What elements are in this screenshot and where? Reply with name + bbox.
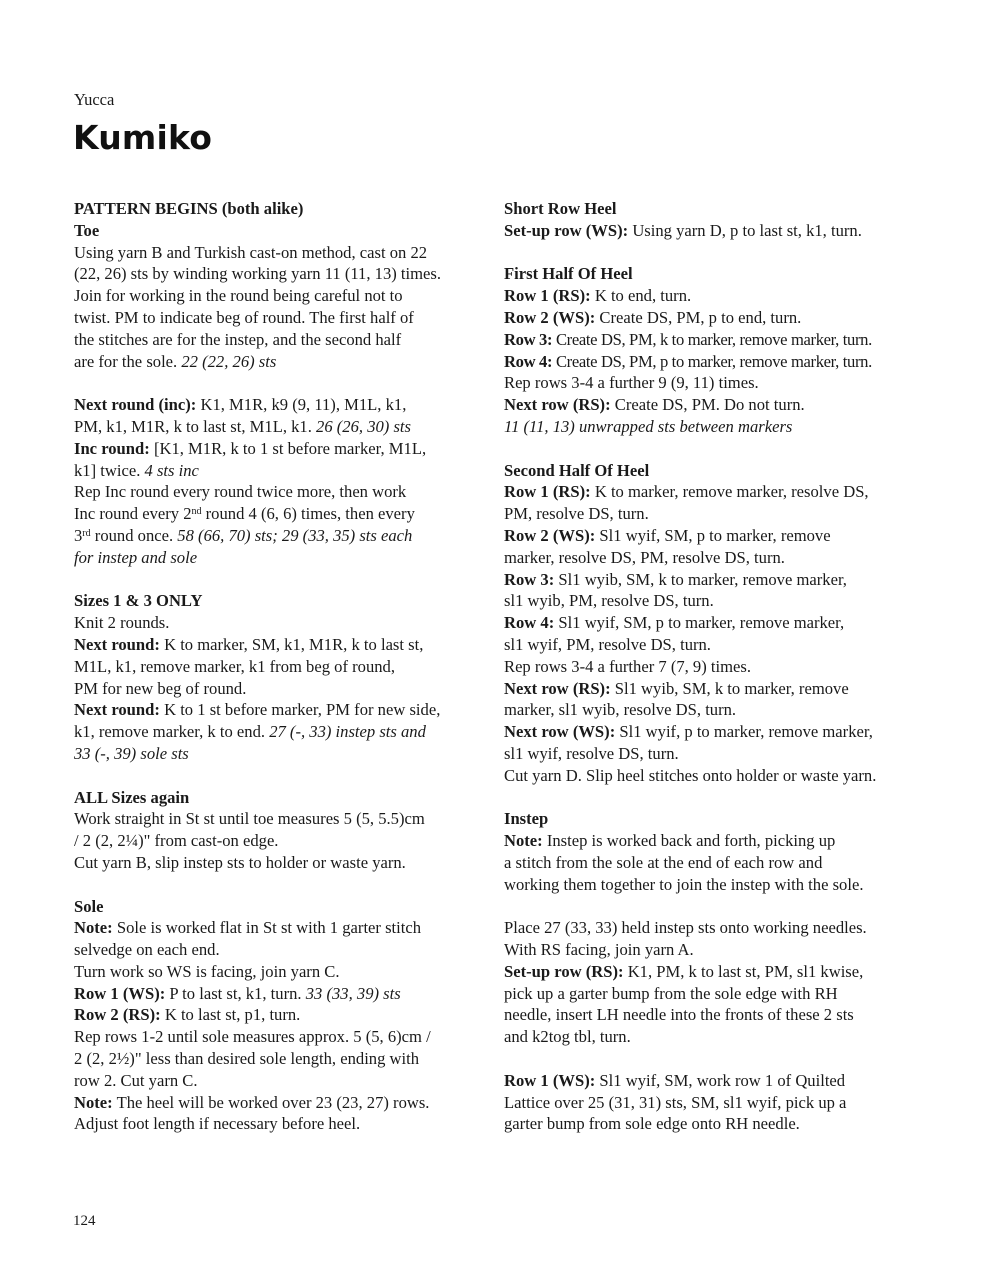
next-round-cont: k1, remove marker, k to end. 27 (-, 33) instep sts and — [74, 722, 426, 742]
first-half-heading: First Half Of Heel — [504, 264, 633, 284]
toe-line: are for the sole. 22 (22, 26) sts — [74, 351, 277, 371]
next-round-cont: M1L, k1, remove marker, k1 from beg of round, — [74, 656, 395, 676]
pattern-begins-heading: PATTERN BEGINS (both alike) — [74, 199, 304, 218]
rep-line: Inc round every 2nd round 4 (6, 6) times, then every — [74, 504, 415, 524]
first-half-row-4: Row 4: Create DS, PM, p to marker, remove marker, turn. — [504, 351, 872, 371]
second-half-next-row-rs: Next row (RS): Sl1 wyib, SM, k to marker, remove — [504, 678, 849, 698]
rep-line: Rep Inc round every round twice more, then work — [74, 482, 407, 502]
second-half-row-3-cont: sl1 wyib, PM, resolve DS, turn. — [504, 591, 714, 611]
toe-line: the stitches are for the instep, and the second half — [74, 329, 402, 349]
sole-note-heel: Note: The heel will be worked over 23 (23, 27) rows. — [74, 1092, 430, 1112]
instep-row-1-cont: garter bump from sole edge onto RH needle. — [504, 1114, 800, 1134]
instep-place: Place 27 (33, 33) held instep sts onto working needles. — [504, 918, 867, 938]
instep-setup-row: Set-up row (RS): K1, PM, k to last st, PM, sl1 kwise, — [504, 961, 864, 981]
instep-note: Note: Instep is worked back and forth, picking up — [504, 831, 836, 851]
sole-note: Note: Sole is worked flat in St st with 1 garter stitch — [74, 918, 422, 938]
second-half-next-row-ws: Next row (WS): Sl1 wyif, p to marker, remove marker, — [504, 722, 873, 742]
right-column — [504, 198, 914, 1135]
toe-line: Using yarn B and Turkish cast-on method, cast on 22 — [74, 242, 428, 262]
next-round-inc: Next round (inc): K1, M1R, k9 (9, 11), M1L, k1, — [74, 395, 407, 415]
sole-note-cont: selvedge on each end. — [74, 940, 220, 960]
short-row-heel-heading: Short Row Heel — [504, 199, 617, 218]
left-column — [74, 198, 479, 1135]
all-sizes-heading: ALL Sizes again — [74, 787, 190, 807]
second-half-row-1: Row 1 (RS): K to marker, remove marker, resolve DS, — [504, 482, 869, 502]
sole-heading: Sole — [74, 896, 104, 916]
instep-setup-row-cont: pick up a garter bump from the sole edge with RH — [504, 983, 838, 1003]
first-half-rep: Rep rows 3-4 a further 9 (9, 11) times. — [504, 373, 759, 393]
sole-row-1: Row 1 (WS): P to last st, k1, turn. 33 (33, 39) sts — [74, 983, 401, 1003]
toe-line: Join for working in the round being careful not to — [74, 286, 403, 306]
first-half-row-1: Row 1 (RS): K to end, turn. — [504, 286, 692, 306]
instep-heading: Instep — [504, 809, 549, 829]
sole-rep: 2 (2, 2½)" less than desired sole length, ending with — [74, 1049, 420, 1069]
sole-row-2: Row 2 (RS): K to last st, p1, turn. — [74, 1005, 301, 1025]
sizes-1-3-heading: Sizes 1 & 3 ONLY — [74, 591, 203, 611]
instep-setup-row-cont: and k2tog tbl, turn. — [504, 1027, 631, 1047]
inc-round-cont: k1] twice. 4 sts inc — [74, 460, 199, 480]
second-half-row-4-cont: sl1 wyif, PM, resolve DS, turn. — [504, 634, 711, 654]
knit-line: Knit 2 rounds. — [74, 613, 170, 633]
next-round-cont: 33 (-, 39) sole sts — [74, 743, 189, 763]
toe-line: twist. PM to indicate beg of round. The first half of — [74, 307, 414, 327]
section-kicker: Yucca — [74, 90, 115, 109]
second-half-row-1-cont: PM, resolve DS, turn. — [504, 504, 649, 524]
instep-row-1-cont: Lattice over 25 (31, 31) sts, SM, sl1 wyif, pick up a — [504, 1092, 847, 1112]
rep-line: for instep and sole — [74, 547, 198, 567]
sole-rep: Rep rows 1-2 until sole measures approx. 5 (5, 6)cm / — [74, 1027, 431, 1047]
sole-turn: Turn work so WS is facing, join yarn C. — [74, 961, 340, 981]
first-half-result: 11 (11, 13) unwrapped sts between markers — [504, 416, 793, 436]
second-half-heading: Second Half Of Heel — [504, 460, 650, 480]
inc-round: Inc round: [K1, M1R, k to 1 st before marker, M1L, — [74, 438, 427, 458]
second-half-cut: Cut yarn D. Slip heel stitches onto holder or waste yarn. — [504, 765, 877, 785]
all-sizes-line: / 2 (2, 2¼)" from cast-on edge. — [74, 831, 279, 851]
next-round: Next round: K to 1 st before marker, PM for new side, — [74, 700, 441, 720]
toe-heading: Toe — [74, 220, 100, 240]
all-sizes-line: Work straight in St st until toe measures 5 (5, 5.5)cm — [74, 809, 425, 829]
second-half-next-row-ws-cont: sl1 wyif, resolve DS, turn. — [504, 743, 679, 763]
second-half-row-4: Row 4: Sl1 wyif, SM, p to marker, remove marker, — [504, 613, 845, 633]
page-number: 124 — [73, 1213, 96, 1229]
toe-line: (22, 26) sts by winding working yarn 11 (11, 13) times. — [74, 264, 442, 284]
instep-note-cont: working them together to join the instep with the sole. — [504, 874, 864, 894]
rep-line: 3rd round once. 58 (66, 70) sts; 29 (33, 35) sts each — [74, 525, 413, 545]
sole-adjust: Adjust foot length if necessary before heel. — [74, 1114, 361, 1134]
instep-setup-row-cont: needle, insert LH needle into the fronts of these 2 sts — [504, 1005, 854, 1025]
instep-note-cont: a stitch from the sole at the end of each row and — [504, 852, 823, 872]
second-half-next-row-rs-cont: marker, sl1 wyib, resolve DS, turn. — [504, 700, 737, 720]
first-half-row-3: Row 3: Create DS, PM, k to marker, remove marker, turn. — [504, 329, 872, 349]
all-sizes-line: Cut yarn B, slip instep sts to holder or waste yarn. — [74, 852, 406, 872]
second-half-row-3: Row 3: Sl1 wyib, SM, k to marker, remove marker, — [504, 569, 847, 589]
next-round-cont: PM for new beg of round. — [74, 678, 247, 698]
heel-setup-row: Set-up row (WS): Using yarn D, p to last st, k1, turn. — [504, 220, 862, 240]
instep-place: With RS facing, join yarn A. — [504, 940, 694, 960]
next-round-inc-cont: PM, k1, M1R, k to last st, M1L, k1. 26 (26, 30) sts — [74, 416, 411, 436]
first-half-row-2: Row 2 (WS): Create DS, PM, p to end, turn. — [504, 307, 802, 327]
first-half-next-row: Next row (RS): Create DS, PM. Do not turn. — [504, 395, 805, 415]
second-half-row-2-cont: marker, resolve DS, PM, resolve DS, turn. — [504, 547, 785, 567]
second-half-row-2: Row 2 (WS): Sl1 wyif, SM, p to marker, remove — [504, 525, 831, 545]
page-title: Kumiko — [73, 118, 213, 157]
second-half-rep: Rep rows 3-4 a further 7 (7, 9) times. — [504, 656, 752, 676]
sole-rep: row 2. Cut yarn C. — [74, 1070, 198, 1090]
next-round: Next round: K to marker, SM, k1, M1R, k to last st, — [74, 634, 424, 654]
instep-row-1: Row 1 (WS): Sl1 wyif, SM, work row 1 of Quilted — [504, 1070, 846, 1090]
